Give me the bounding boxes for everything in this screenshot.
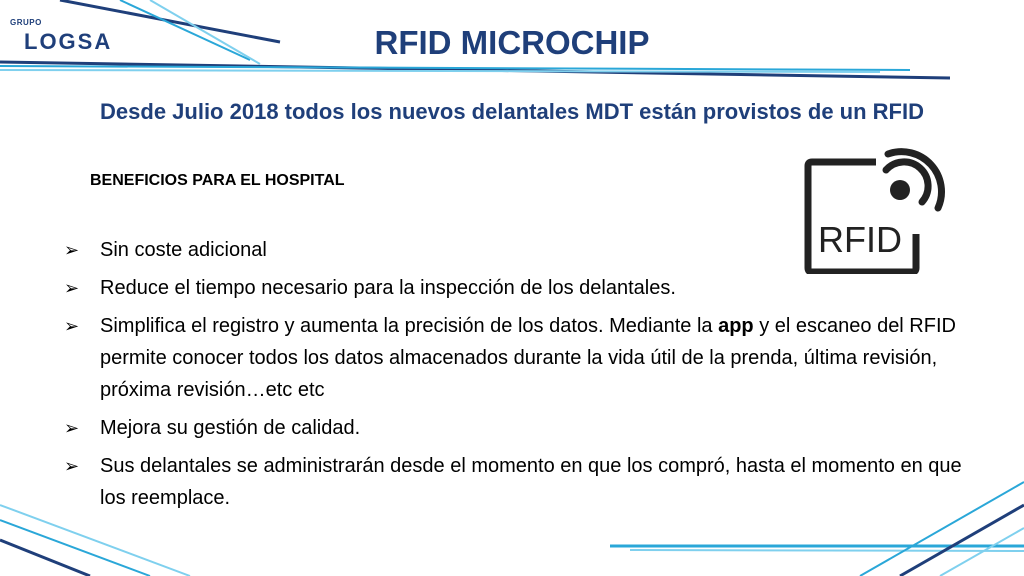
arrow-check-bullet-icon: ➢ (64, 278, 80, 298)
rfid-icon-label: RFID (818, 219, 902, 260)
stripe-bottom-right-2 (630, 550, 1024, 551)
logo-grupo-text: GRUPO (10, 18, 42, 27)
section-heading: BENEFICIOS PARA EL HOSPITAL (90, 172, 345, 189)
list-item (62, 310, 982, 406)
stripe-bottom-right-diag-3 (940, 528, 1024, 576)
list-item (62, 272, 982, 304)
bullet-text-bold: app (718, 315, 754, 337)
logo-logsa-text: LOGSA (24, 29, 113, 54)
arrow-check-bullet-icon: ➢ (64, 418, 80, 438)
bullet-text-part2: y el escaneo del RFID permite conocer todos los datos almacenados durante la vida útil de la prenda, última revisión, próxima revisión…etc etc (100, 315, 956, 401)
list-item (62, 450, 982, 514)
stripe-cyan-top-2 (0, 70, 880, 72)
arrow-check-bullet-icon: ➢ (64, 240, 80, 260)
bullet-text: Sus delantales se administrarán desde el momento en que los compró, hasta el momento en que los reemplace. (100, 455, 962, 509)
bullet-text: Reduce el tiempo necesario para la inspección de los delantales. (100, 277, 676, 299)
stripe-bottom-left-2 (0, 540, 90, 576)
benefits-list (62, 234, 982, 520)
arrow-check-bullet-icon: ➢ (64, 316, 80, 336)
slide-title: RFID MICROCHIP (374, 24, 650, 61)
bullet-text-part1: Simplifica el registro y aumenta la precisión de los datos. Mediante la (100, 315, 719, 337)
bullet-text: Mejora su gestión de calidad. (100, 417, 361, 439)
slide-subtitle: Desde Julio 2018 todos los nuevos delantales MDT están provistos de un RFID (100, 99, 924, 124)
list-item (62, 412, 982, 444)
bullet-text: Sin coste adicional (100, 239, 267, 261)
list-item (62, 234, 982, 266)
arrow-check-bullet-icon: ➢ (64, 456, 80, 476)
